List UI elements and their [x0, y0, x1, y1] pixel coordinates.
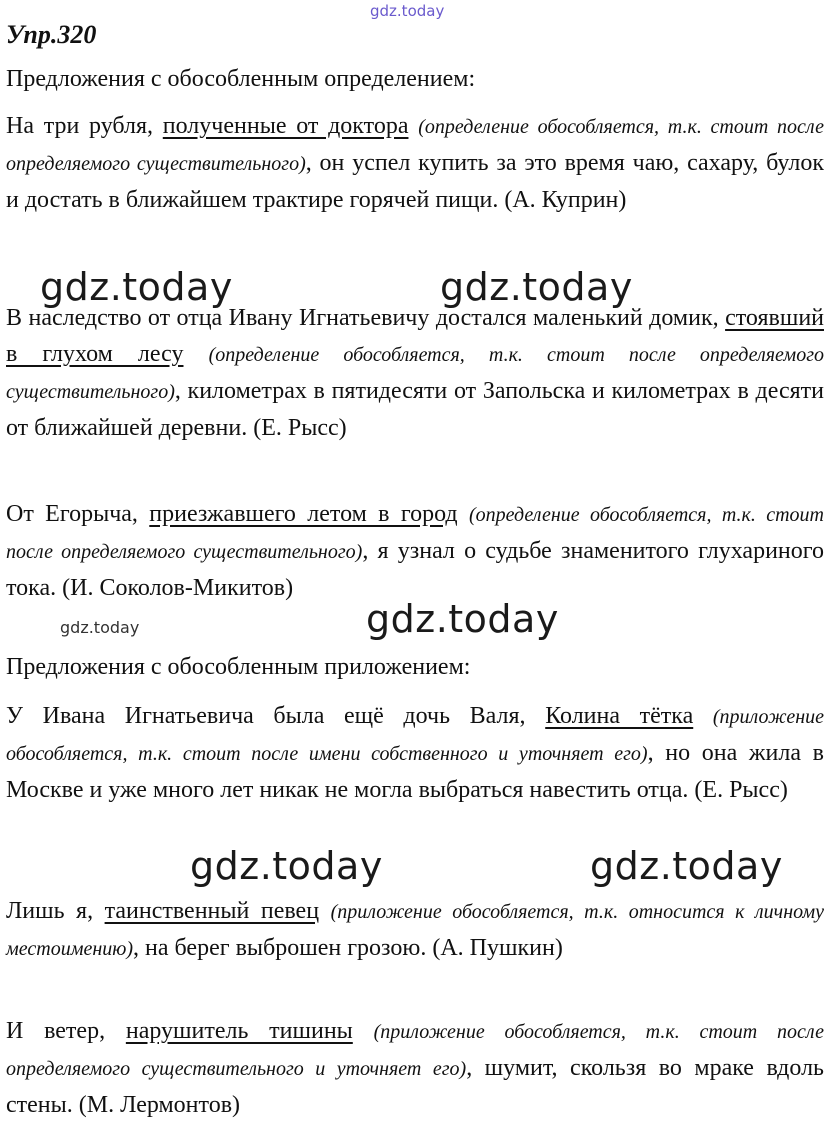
- explanation-note: (определение обособляется, т.к. стоит после определяемого существительного): [6, 504, 824, 563]
- isolated-phrase: нарушитель тишины: [125, 1018, 353, 1044]
- watermark: gdz.today: [40, 265, 233, 309]
- isolated-phrase: стоявший в глухом лесу: [6, 305, 824, 367]
- sentence-paragraph: На три рубля, полученные от доктора (определение обособляется, т.к. стоит после определяемого существительного), он успел купить за это время чаю, сахару, булок и достать в ближайшем трактире горячей пищи. (А. Куприн): [6, 113, 824, 213]
- watermark: gdz.today: [366, 597, 559, 641]
- watermark: gdz.today: [590, 844, 783, 888]
- explanation-note: (определение обособляется, т.к. стоит после определяемого существительного): [6, 116, 824, 175]
- watermark-top: gdz.today: [370, 2, 445, 20]
- sentence-paragraph: Лишь я, таинственный певец (приложение обособляется, т.к. относится к личному местоимению), на берег выброшен грозою. (А. Пушкин): [6, 898, 824, 961]
- watermark: gdz.today: [190, 844, 383, 888]
- sentence-paragraph: От Егорыча, приезжавшего летом в город (определение обособляется, т.к. стоит после определяемого существительного), я узнал о судьбе знаменитого глухариного тока. (И. Соколов-Микитов): [6, 501, 824, 601]
- isolated-phrase: таинственный певец: [104, 898, 320, 924]
- section-heading-definitions: Предложения с обособленным определением:: [6, 66, 476, 92]
- exercise-title: Упр.320: [6, 20, 97, 49]
- sentence-paragraph: В наследство от отца Ивану Игнатьевичу достался маленький домик, стоявший в глухом лесу (определение обособляется, т.к. стоит после определяемого существительного), километрах в пятидесяти от Запольска и километрах в десяти от ближайшей деревни. (Е. Рысс): [6, 305, 824, 441]
- section-heading-appositions: Предложения с обособленным приложением:: [6, 654, 471, 680]
- explanation-note: (приложение обособляется, т.к. стоит после имени собственного и уточняет его): [6, 706, 824, 765]
- explanation-note: (приложение обособляется, т.к. относится к личному местоимению): [6, 901, 824, 960]
- isolated-phrase: приезжавшего летом в город: [149, 501, 458, 527]
- sentence-paragraph: И ветер, нарушитель тишины (приложение обособляется, т.к. стоит после определяемого существительного и уточняет его), шумит, скользя во мраке вдоль стены. (М. Лермонтов): [6, 1018, 824, 1118]
- isolated-phrase: полученные от доктора: [162, 113, 409, 139]
- explanation-note: (определение обособляется, т.к. стоит после определяемого существительного): [6, 344, 824, 403]
- sentence-paragraph: У Ивана Игнатьевича была ещё дочь Валя, Колина тётка (приложение обособляется, т.к. стоит после имени собственного и уточняет его), но она жила в Москве и уже много лет никак не могла выбраться навестить отца. (Е. Рысс): [6, 703, 824, 803]
- isolated-phrase: Колина тётка: [545, 703, 694, 729]
- watermark: gdz.today: [440, 265, 633, 309]
- explanation-note: (приложение обособляется, т.к. стоит после определяемого существительного и уточняет его): [6, 1021, 824, 1080]
- watermark-small: gdz.today: [60, 618, 140, 637]
